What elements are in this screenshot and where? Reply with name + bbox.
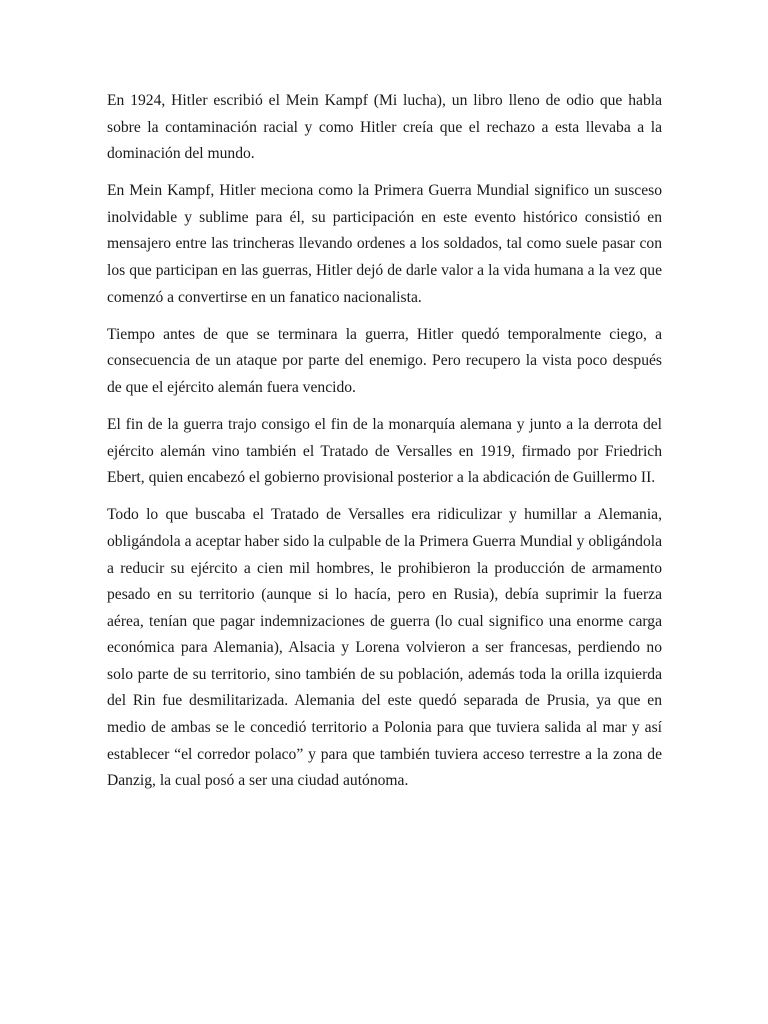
paragraph-5: Todo lo que buscaba el Tratado de Versalles era ridiculizar y humillar a Alemania, obligándola a aceptar haber sido la culpable de la Primera Guerra Mundial y obligándola a reducir su ejército a cien mil hombres, le prohibieron la producción de armamento pesado en su territorio (aunque si lo hacía, pero en Rusia), debía suprimir la fuerza aérea, tenían que pagar indemnizaciones de guerra (lo cual significo una enorme carga económica para Alemania), Alsacia y Lorena volvieron a ser francesas, perdiendo no solo parte de su territorio, sino también de su población, además toda la orilla izquierda del Rin fue desmilitarizada. Alemania del este quedó separada de Prusia, ya que en medio de ambas se le concedió territorio a Polonia para que tuviera salida al mar y así establecer “el corredor polaco” y para que también tuviera acceso terrestre a la zona de Danzig, la cual posó a ser una ciudad autónoma. — [107, 506, 662, 790]
paragraph-2: En Mein Kampf, Hitler meciona como la Primera Guerra Mundial significo un susceso inolvidable y sublime para él, su participación en este evento histórico consistió en mensajero entre las trincheras llevando ordenes a los soldados, tal como suele pasar con los que participan en las guerras, Hitler dejó de darle valor a la vida humana a la vez que comenzó a convertirse en un fanatico nacionalista. — [107, 182, 662, 306]
paragraph-4: El fin de la guerra trajo consigo el fin de la monarquía alemana y junto a la derrota del ejército alemán vino también el Tratado de Versalles en 1919, firmado por Friedrich Ebert, quien encabezó el gobierno provisional posterior a la abdicación de Guillermo II. — [107, 416, 662, 487]
paragraph-1: En 1924, Hitler escribió el Mein Kampf (Mi lucha), un libro lleno de odio que habla sobre la contaminación racial y como Hitler creía que el rechazo a esta llevaba a la dominación del mundo. — [107, 92, 662, 163]
paragraph-3: Tiempo antes de que se terminara la guerra, Hitler quedó temporalmente ciego, a consecuencia de un ataque por parte del enemigo. Pero recupero la vista poco después de que el ejército alemán fuera vencido. — [107, 325, 662, 396]
document-page — [107, 88, 662, 805]
